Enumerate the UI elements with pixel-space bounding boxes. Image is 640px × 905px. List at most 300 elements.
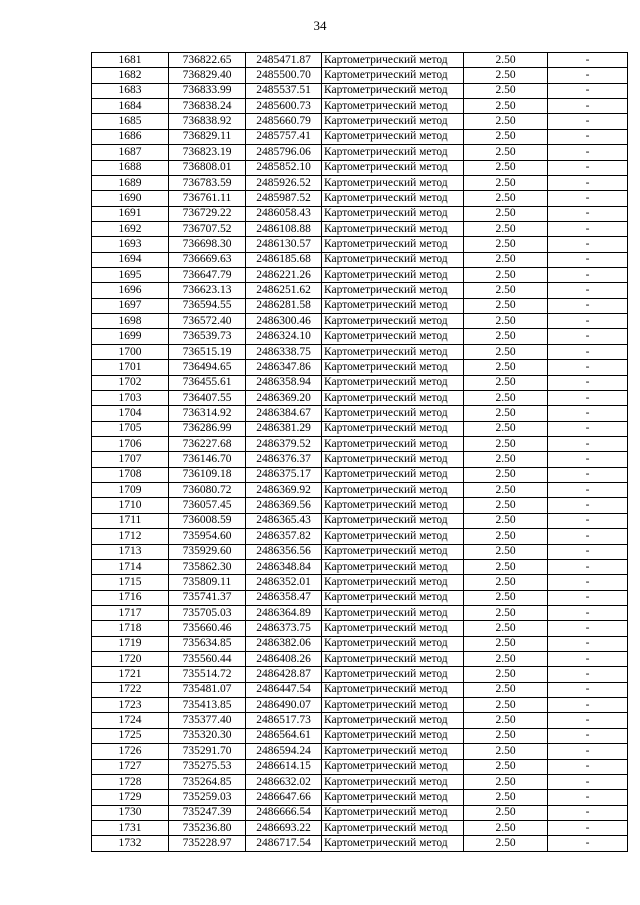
method-cell: Картометрический метод [322,513,464,528]
accuracy-cell: 2.50 [464,759,548,774]
method-cell: Картометрический метод [322,529,464,544]
accuracy-cell: 2.50 [464,114,548,129]
x-coordinate-cell: 736407.55 [169,390,246,405]
y-coordinate-cell: 2486447.54 [246,682,322,697]
table-row [92,145,628,160]
x-coordinate-cell: 736829.11 [169,129,246,144]
y-coordinate-cell: 2486058.43 [246,206,322,221]
point-number-cell: 1698 [92,314,169,329]
x-coordinate-cell: 736057.45 [169,498,246,513]
accuracy-cell: 2.50 [464,206,548,221]
accuracy-cell: 2.50 [464,237,548,252]
point-number-cell: 1711 [92,513,169,528]
x-coordinate-cell: 735705.03 [169,605,246,620]
point-number-cell: 1691 [92,206,169,221]
point-number-cell: 1710 [92,498,169,513]
accuracy-cell: 2.50 [464,698,548,713]
x-coordinate-cell: 735259.03 [169,790,246,805]
method-cell: Картометрический метод [322,99,464,114]
method-cell: Картометрический метод [322,559,464,574]
point-number-cell: 1689 [92,175,169,190]
y-coordinate-cell: 2486594.24 [246,744,322,759]
method-cell: Картометрический метод [322,406,464,421]
table-row [92,790,628,805]
y-coordinate-cell: 2486221.26 [246,268,322,283]
point-number-cell: 1722 [92,682,169,697]
x-coordinate-cell: 736080.72 [169,483,246,498]
y-coordinate-cell: 2486373.75 [246,621,322,636]
y-coordinate-cell: 2486379.52 [246,436,322,451]
point-number-cell: 1724 [92,713,169,728]
method-cell: Картометрический метод [322,268,464,283]
x-coordinate-cell: 736455.61 [169,375,246,390]
point-number-cell: 1716 [92,590,169,605]
method-cell: Картометрический метод [322,605,464,620]
point-number-cell: 1702 [92,375,169,390]
table-row [92,483,628,498]
note-cell: - [548,544,628,559]
method-cell: Картометрический метод [322,252,464,267]
x-coordinate-cell: 735377.40 [169,713,246,728]
note-cell: - [548,805,628,820]
note-cell: - [548,698,628,713]
table-row [92,575,628,590]
method-cell: Картометрический метод [322,129,464,144]
y-coordinate-cell: 2486281.58 [246,298,322,313]
y-coordinate-cell: 2486376.37 [246,452,322,467]
note-cell: - [548,68,628,83]
table-row [92,636,628,651]
accuracy-cell: 2.50 [464,467,548,482]
x-coordinate-cell: 736698.30 [169,237,246,252]
point-number-cell: 1700 [92,344,169,359]
point-number-cell: 1690 [92,191,169,206]
x-coordinate-cell: 736008.59 [169,513,246,528]
note-cell: - [548,83,628,98]
point-number-cell: 1681 [92,53,169,68]
x-coordinate-cell: 735741.37 [169,590,246,605]
method-cell: Картометрический метод [322,160,464,175]
method-cell: Картометрический метод [322,759,464,774]
point-number-cell: 1712 [92,529,169,544]
method-cell: Картометрический метод [322,421,464,436]
method-cell: Картометрический метод [322,114,464,129]
accuracy-cell: 2.50 [464,329,548,344]
point-number-cell: 1731 [92,820,169,835]
note-cell: - [548,467,628,482]
table-row [92,498,628,513]
accuracy-cell: 2.50 [464,375,548,390]
note-cell: - [548,329,628,344]
table-row [92,529,628,544]
x-coordinate-cell: 735514.72 [169,667,246,682]
method-cell: Картометрический метод [322,836,464,851]
point-number-cell: 1705 [92,421,169,436]
point-number-cell: 1725 [92,728,169,743]
y-coordinate-cell: 2486185.68 [246,252,322,267]
table-row [92,375,628,390]
accuracy-cell: 2.50 [464,268,548,283]
table-row [92,667,628,682]
point-number-cell: 1719 [92,636,169,651]
accuracy-cell: 2.50 [464,652,548,667]
table-row [92,728,628,743]
note-cell: - [548,145,628,160]
point-number-cell: 1684 [92,99,169,114]
method-cell: Картометрический метод [322,221,464,236]
note-cell: - [548,436,628,451]
accuracy-cell: 2.50 [464,129,548,144]
note-cell: - [548,191,628,206]
y-coordinate-cell: 2486352.01 [246,575,322,590]
note-cell: - [548,390,628,405]
accuracy-cell: 2.50 [464,314,548,329]
point-number-cell: 1703 [92,390,169,405]
accuracy-cell: 2.50 [464,160,548,175]
table-row [92,805,628,820]
note-cell: - [548,406,628,421]
note-cell: - [548,759,628,774]
method-cell: Картометрический метод [322,175,464,190]
y-coordinate-cell: 2486375.17 [246,467,322,482]
x-coordinate-cell: 736808.01 [169,160,246,175]
y-coordinate-cell: 2486490.07 [246,698,322,713]
x-coordinate-cell: 735247.39 [169,805,246,820]
accuracy-cell: 2.50 [464,682,548,697]
table-row [92,467,628,482]
table-row [92,698,628,713]
x-coordinate-cell: 736761.11 [169,191,246,206]
method-cell: Картометрический метод [322,590,464,605]
table-row [92,559,628,574]
point-number-cell: 1682 [92,68,169,83]
x-coordinate-cell: 735862.30 [169,559,246,574]
point-number-cell: 1708 [92,467,169,482]
y-coordinate-cell: 2486369.20 [246,390,322,405]
note-cell: - [548,175,628,190]
x-coordinate-cell: 735236.80 [169,820,246,835]
point-number-cell: 1688 [92,160,169,175]
y-coordinate-cell: 2485926.52 [246,175,322,190]
accuracy-cell: 2.50 [464,221,548,236]
x-coordinate-cell: 736109.18 [169,467,246,482]
method-cell: Картометрический метод [322,820,464,835]
table-row [92,252,628,267]
table-row [92,605,628,620]
y-coordinate-cell: 2486300.46 [246,314,322,329]
y-coordinate-cell: 2486564.61 [246,728,322,743]
point-number-cell: 1701 [92,360,169,375]
y-coordinate-cell: 2485600.73 [246,99,322,114]
point-number-cell: 1729 [92,790,169,805]
y-coordinate-cell: 2485537.51 [246,83,322,98]
point-number-cell: 1718 [92,621,169,636]
page-number: 34 [313,18,327,33]
x-coordinate-cell: 735413.85 [169,698,246,713]
accuracy-cell: 2.50 [464,605,548,620]
note-cell: - [548,652,628,667]
table-row [92,129,628,144]
table-row [92,621,628,636]
accuracy-cell: 2.50 [464,836,548,851]
accuracy-cell: 2.50 [464,175,548,190]
method-cell: Картометрический метод [322,390,464,405]
y-coordinate-cell: 2486666.54 [246,805,322,820]
note-cell: - [548,114,628,129]
table-row [92,652,628,667]
point-number-cell: 1696 [92,283,169,298]
point-number-cell: 1728 [92,774,169,789]
accuracy-cell: 2.50 [464,728,548,743]
x-coordinate-cell: 736669.63 [169,252,246,267]
note-cell: - [548,728,628,743]
accuracy-cell: 2.50 [464,344,548,359]
accuracy-cell: 2.50 [464,99,548,114]
point-number-cell: 1709 [92,483,169,498]
y-coordinate-cell: 2486324.10 [246,329,322,344]
table-row [92,53,628,68]
accuracy-cell: 2.50 [464,636,548,651]
table-row [92,590,628,605]
table-row [92,175,628,190]
method-cell: Картометрический метод [322,667,464,682]
table-row [92,544,628,559]
y-coordinate-cell: 2486632.02 [246,774,322,789]
y-coordinate-cell: 2486364.89 [246,605,322,620]
accuracy-cell: 2.50 [464,529,548,544]
table-row [92,221,628,236]
point-number-cell: 1697 [92,298,169,313]
accuracy-cell: 2.50 [464,513,548,528]
point-number-cell: 1699 [92,329,169,344]
note-cell: - [548,590,628,605]
table-row [92,191,628,206]
point-number-cell: 1683 [92,83,169,98]
accuracy-cell: 2.50 [464,68,548,83]
accuracy-cell: 2.50 [464,191,548,206]
x-coordinate-cell: 736146.70 [169,452,246,467]
note-cell: - [548,713,628,728]
x-coordinate-cell: 736515.19 [169,344,246,359]
note-cell: - [548,667,628,682]
table-row [92,713,628,728]
y-coordinate-cell: 2485852.10 [246,160,322,175]
y-coordinate-cell: 2486348.84 [246,559,322,574]
table-row [92,820,628,835]
accuracy-cell: 2.50 [464,805,548,820]
table-row [92,406,628,421]
x-coordinate-cell: 736707.52 [169,221,246,236]
accuracy-cell: 2.50 [464,590,548,605]
table-row [92,759,628,774]
y-coordinate-cell: 2486647.66 [246,790,322,805]
method-cell: Картометрический метод [322,498,464,513]
note-cell: - [548,268,628,283]
x-coordinate-cell: 736729.22 [169,206,246,221]
accuracy-cell: 2.50 [464,621,548,636]
point-number-cell: 1727 [92,759,169,774]
y-coordinate-cell: 2486338.75 [246,344,322,359]
method-cell: Картометрический метод [322,682,464,697]
table-row [92,99,628,114]
point-number-cell: 1732 [92,836,169,851]
method-cell: Картометрический метод [322,621,464,636]
point-number-cell: 1687 [92,145,169,160]
accuracy-cell: 2.50 [464,667,548,682]
x-coordinate-cell: 735275.53 [169,759,246,774]
note-cell: - [548,529,628,544]
note-cell: - [548,298,628,313]
x-coordinate-cell: 736838.24 [169,99,246,114]
accuracy-cell: 2.50 [464,283,548,298]
note-cell: - [548,360,628,375]
note-cell: - [548,790,628,805]
x-coordinate-cell: 736829.40 [169,68,246,83]
point-number-cell: 1721 [92,667,169,682]
table-row [92,268,628,283]
x-coordinate-cell: 736314.92 [169,406,246,421]
point-number-cell: 1695 [92,268,169,283]
x-coordinate-cell: 735481.07 [169,682,246,697]
method-cell: Картометрический метод [322,483,464,498]
note-cell: - [548,221,628,236]
note-cell: - [548,421,628,436]
y-coordinate-cell: 2486382.06 [246,636,322,651]
note-cell: - [548,682,628,697]
method-cell: Картометрический метод [322,636,464,651]
y-coordinate-cell: 2486717.54 [246,836,322,851]
note-cell: - [548,621,628,636]
table-row [92,436,628,451]
table-row [92,283,628,298]
point-number-cell: 1726 [92,744,169,759]
y-coordinate-cell: 2485987.52 [246,191,322,206]
note-cell: - [548,498,628,513]
point-number-cell: 1707 [92,452,169,467]
y-coordinate-cell: 2486358.47 [246,590,322,605]
accuracy-cell: 2.50 [464,559,548,574]
point-number-cell: 1713 [92,544,169,559]
y-coordinate-cell: 2486381.29 [246,421,322,436]
accuracy-cell: 2.50 [464,83,548,98]
accuracy-cell: 2.50 [464,360,548,375]
x-coordinate-cell: 735228.97 [169,836,246,851]
y-coordinate-cell: 2485796.06 [246,145,322,160]
note-cell: - [548,206,628,221]
table-row [92,329,628,344]
table-row [92,682,628,697]
y-coordinate-cell: 2486614.15 [246,759,322,774]
accuracy-cell: 2.50 [464,406,548,421]
note-cell: - [548,820,628,835]
point-number-cell: 1692 [92,221,169,236]
table-row [92,206,628,221]
accuracy-cell: 2.50 [464,145,548,160]
note-cell: - [548,99,628,114]
method-cell: Картометрический метод [322,575,464,590]
x-coordinate-cell: 735929.60 [169,544,246,559]
note-cell: - [548,129,628,144]
method-cell: Картометрический метод [322,206,464,221]
table-row [92,513,628,528]
coordinates-table-body [92,53,628,852]
y-coordinate-cell: 2485660.79 [246,114,322,129]
method-cell: Картометрический метод [322,145,464,160]
point-number-cell: 1723 [92,698,169,713]
note-cell: - [548,636,628,651]
coordinates-table [91,52,628,852]
x-coordinate-cell: 736838.92 [169,114,246,129]
table-row [92,421,628,436]
x-coordinate-cell: 735954.60 [169,529,246,544]
x-coordinate-cell: 735634.85 [169,636,246,651]
x-coordinate-cell: 735560.44 [169,652,246,667]
table-row [92,314,628,329]
note-cell: - [548,283,628,298]
accuracy-cell: 2.50 [464,483,548,498]
accuracy-cell: 2.50 [464,252,548,267]
accuracy-cell: 2.50 [464,421,548,436]
y-coordinate-cell: 2486358.94 [246,375,322,390]
note-cell: - [548,314,628,329]
y-coordinate-cell: 2486347.86 [246,360,322,375]
method-cell: Картометрический метод [322,805,464,820]
accuracy-cell: 2.50 [464,575,548,590]
note-cell: - [548,160,628,175]
method-cell: Картометрический метод [322,283,464,298]
accuracy-cell: 2.50 [464,53,548,68]
method-cell: Картометрический метод [322,375,464,390]
method-cell: Картометрический метод [322,329,464,344]
table-row [92,298,628,313]
method-cell: Картометрический метод [322,790,464,805]
table-row [92,360,628,375]
point-number-cell: 1704 [92,406,169,421]
x-coordinate-cell: 736227.68 [169,436,246,451]
x-coordinate-cell: 736822.65 [169,53,246,68]
point-number-cell: 1720 [92,652,169,667]
accuracy-cell: 2.50 [464,452,548,467]
method-cell: Картометрический метод [322,467,464,482]
y-coordinate-cell: 2486365.43 [246,513,322,528]
method-cell: Картометрический метод [322,360,464,375]
x-coordinate-cell: 735809.11 [169,575,246,590]
table-row [92,83,628,98]
y-coordinate-cell: 2486693.22 [246,820,322,835]
method-cell: Картометрический метод [322,652,464,667]
note-cell: - [548,774,628,789]
accuracy-cell: 2.50 [464,544,548,559]
accuracy-cell: 2.50 [464,820,548,835]
note-cell: - [548,483,628,498]
y-coordinate-cell: 2485757.41 [246,129,322,144]
point-number-cell: 1693 [92,237,169,252]
accuracy-cell: 2.50 [464,713,548,728]
method-cell: Картометрический метод [322,53,464,68]
y-coordinate-cell: 2486428.87 [246,667,322,682]
accuracy-cell: 2.50 [464,436,548,451]
accuracy-cell: 2.50 [464,498,548,513]
table-row [92,774,628,789]
method-cell: Картометрический метод [322,728,464,743]
y-coordinate-cell: 2486357.82 [246,529,322,544]
accuracy-cell: 2.50 [464,790,548,805]
y-coordinate-cell: 2486356.56 [246,544,322,559]
method-cell: Картометрический метод [322,83,464,98]
x-coordinate-cell: 736623.13 [169,283,246,298]
y-coordinate-cell: 2486251.62 [246,283,322,298]
accuracy-cell: 2.50 [464,298,548,313]
